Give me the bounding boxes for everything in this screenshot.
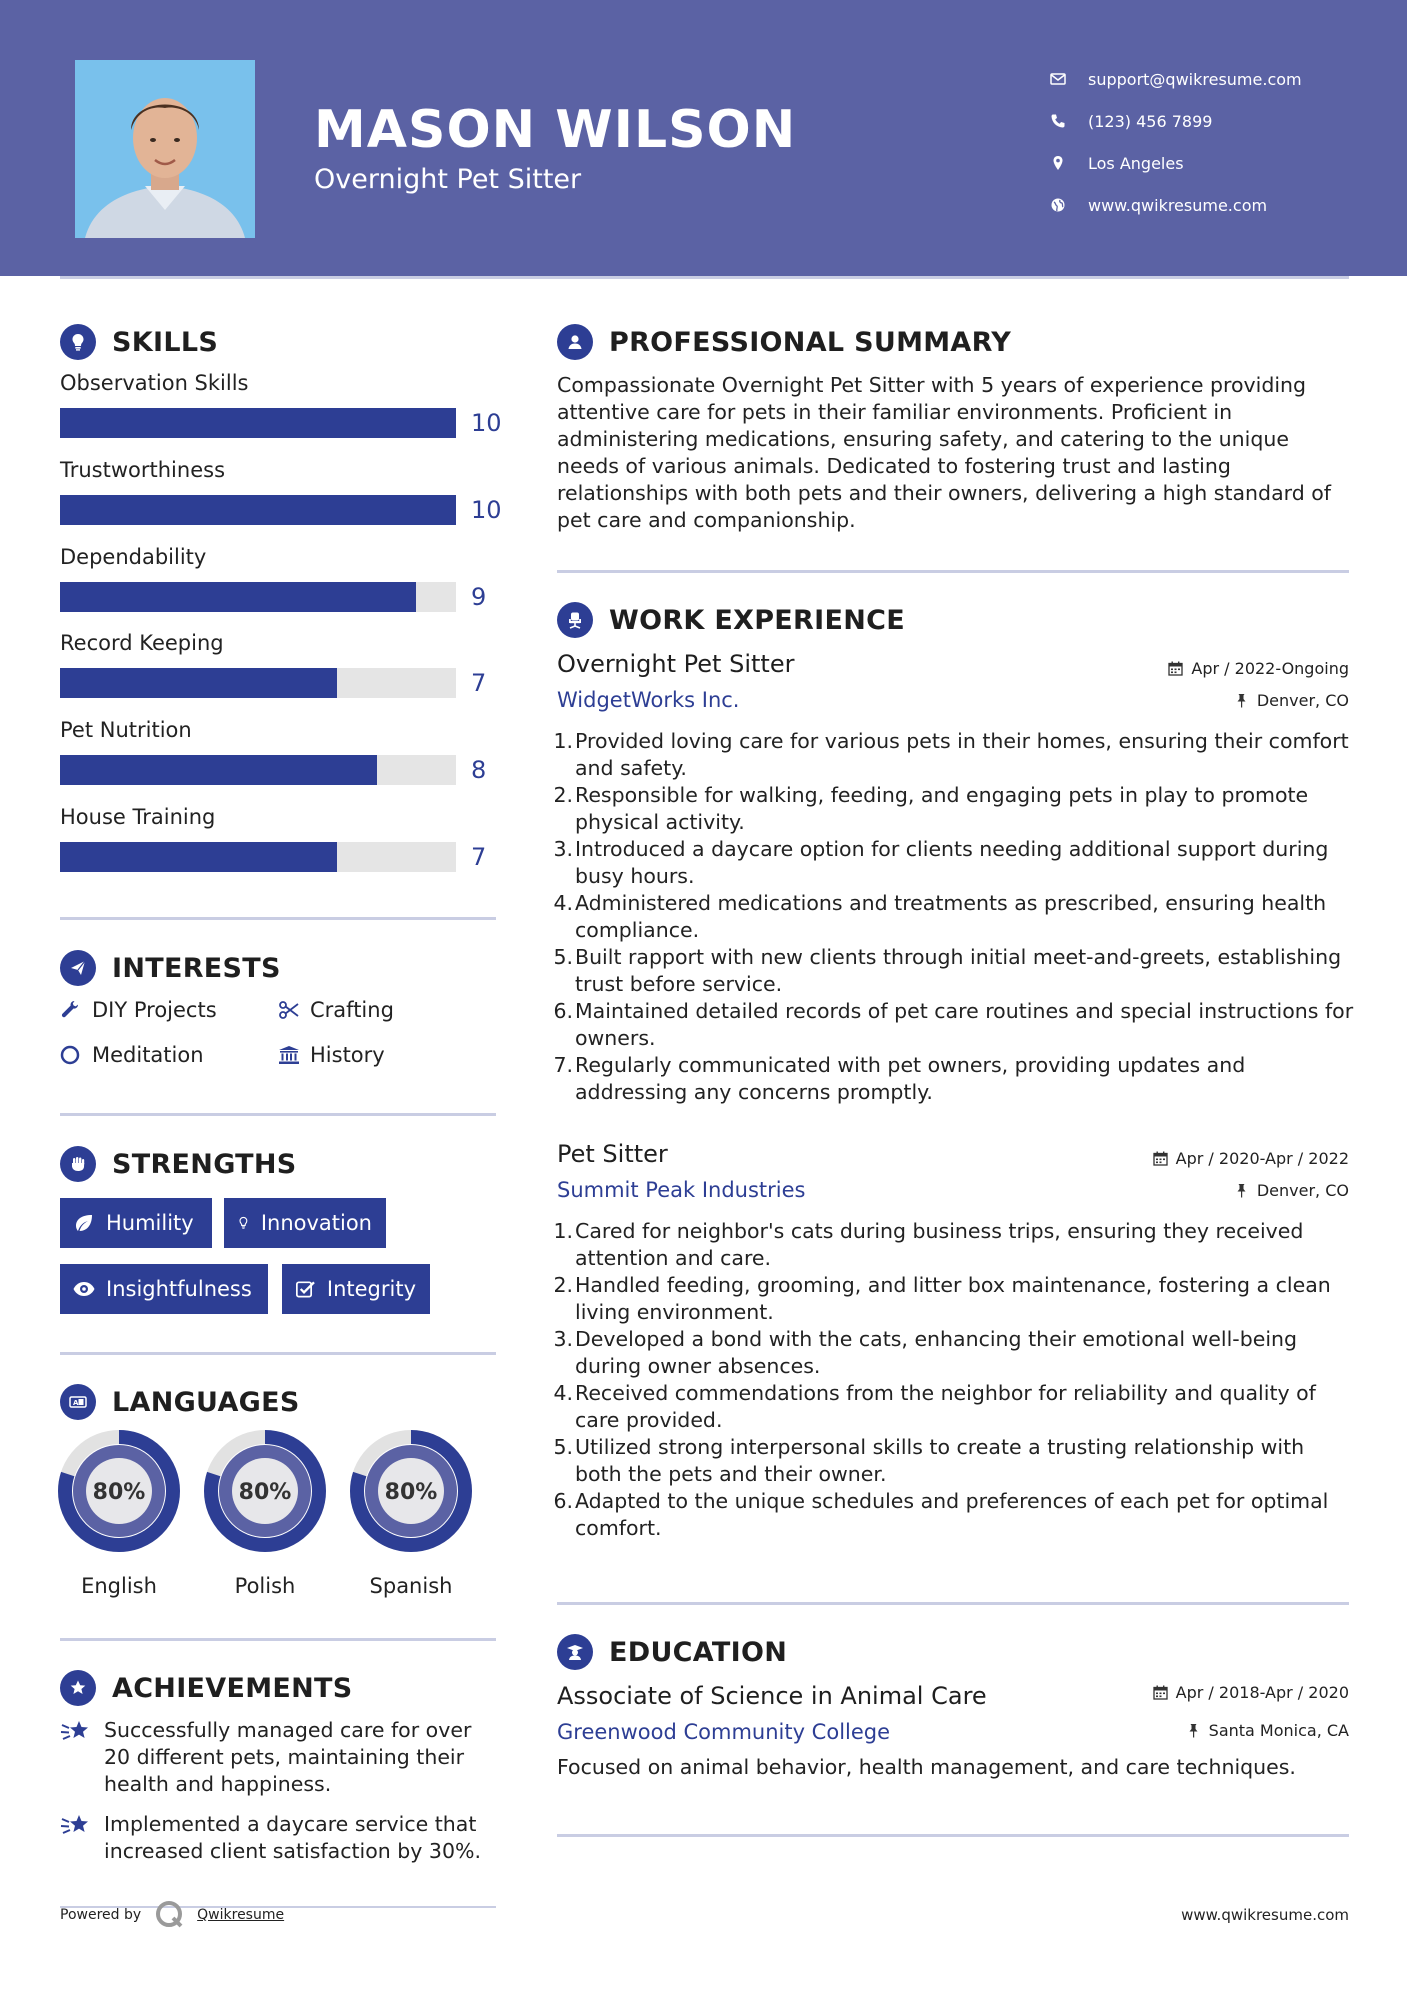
job-dates-text: Apr / 2020-Apr / 2022	[1175, 1149, 1349, 1168]
list-item: 4. Received commendations from the neighbor for reliability and quality of care provided.	[553, 1381, 1316, 1432]
language-icon	[60, 1384, 96, 1420]
interest-label: Crafting	[310, 998, 394, 1022]
globe-icon	[1050, 197, 1066, 213]
achievement-item	[60, 1717, 490, 1798]
paper-plane-icon	[60, 950, 96, 986]
job-location	[1234, 1181, 1349, 1200]
skill-bar-fill	[60, 408, 456, 438]
language-ring	[58, 1430, 180, 1552]
bullet-text: Provided loving care for various pets in their homes, ensuring their comfort and safety.	[575, 729, 1349, 780]
skill-bar	[60, 582, 456, 612]
skills-heading	[60, 324, 218, 360]
list-item: 6. Maintained detailed records of pet care routines and special instructions for owners.	[553, 999, 1354, 1050]
footer-website[interactable]: www.qwikresume.com	[1181, 1906, 1349, 1924]
leaf-icon	[72, 1211, 96, 1235]
experience-heading	[557, 602, 905, 638]
achievement-text: Implemented a daycare service that increased client satisfaction by 30%.	[104, 1812, 481, 1863]
section-divider	[557, 570, 1349, 573]
skill-bar	[60, 668, 456, 698]
powered-by-text: Powered by	[60, 1907, 142, 1923]
summary-heading	[557, 324, 1011, 360]
education-location	[1186, 1721, 1349, 1740]
office-chair-icon	[557, 602, 593, 638]
star-badge-icon	[60, 1670, 96, 1706]
section-divider	[60, 1113, 496, 1116]
job-dates	[1168, 659, 1349, 678]
skill-bar	[60, 755, 456, 785]
education-description: Focused on animal behavior, health management, and care techniques.	[557, 1755, 1296, 1779]
language-name: English	[81, 1574, 157, 1598]
interest-label: DIY Projects	[92, 998, 217, 1022]
museum-icon	[278, 1044, 300, 1066]
language-percent: 80%	[92, 1480, 146, 1505]
education-heading	[557, 1634, 787, 1670]
skill-label: Observation Skills	[60, 371, 249, 395]
skills-heading-text: SKILLS	[112, 326, 219, 358]
skill-label: Record Keeping	[60, 631, 224, 655]
job-dates	[1153, 1149, 1349, 1168]
education-heading-text: EDUCATION	[609, 1636, 788, 1668]
contact-phone[interactable]	[1050, 100, 1370, 142]
summary-text: Compassionate Overnight Pet Sitter with 5 years of experience providing attentive care for pets in their familiar environments. Proficient in administering medications, ensuring safety, and catering to the unique needs of various animals. Dedicated to fostering trust and lasting relationships with both pets and their owners, delivering a high standard of pet care and companionship.	[557, 373, 1331, 532]
contact-location	[1050, 142, 1370, 184]
skill-value: 10	[471, 496, 502, 524]
skill-bar-fill	[60, 755, 377, 785]
user-icon	[557, 324, 593, 360]
list-item: 6. Adapted to the unique schedules and preferences of each pet for optimal comfort.	[553, 1489, 1329, 1540]
skill-label: Pet Nutrition	[60, 718, 192, 742]
strengths-heading-text: STRENGTHS	[112, 1148, 297, 1180]
list-item: 5. Utilized strong interpersonal skills to create a trusting relationship with both the pets and their owner.	[553, 1435, 1305, 1486]
job-bullets	[553, 728, 1357, 1106]
skill-bar-fill	[60, 668, 337, 698]
contact-location-text: Los Angeles	[1088, 153, 1184, 173]
bullet-text: Utilized strong interpersonal skills to create a trusting relationship with both the pets and their owner.	[575, 1435, 1305, 1486]
achievement-text: Successfully managed care for over 20 different pets, maintaining their health and happiness.	[104, 1718, 472, 1796]
candidate-title: Overnight Pet Sitter	[314, 164, 582, 195]
shooting-star-icon	[60, 1811, 92, 1841]
skill-value: 8	[471, 756, 487, 784]
skill-label: Dependability	[60, 545, 207, 569]
lightbulb-icon	[236, 1211, 251, 1235]
calendar-icon	[1168, 661, 1183, 676]
skill-value: 7	[471, 669, 487, 697]
contact-email-text: support@qwikresume.com	[1088, 69, 1302, 89]
job-title: Pet Sitter	[557, 1140, 668, 1168]
section-divider	[60, 1352, 496, 1355]
calendar-icon	[1153, 1685, 1168, 1700]
bullet-text: Built rapport with new clients through initial meet-and-greets, establishing trust before service.	[575, 945, 1342, 996]
bullet-text: Handled feeding, grooming, and litter box maintenance, fostering a clean living environment.	[575, 1273, 1331, 1324]
svg-text:A: A	[73, 1399, 79, 1407]
interests-heading-text: INTERESTS	[112, 952, 281, 984]
strength-badge	[282, 1264, 430, 1314]
interest-item	[278, 998, 394, 1022]
achievements-heading	[60, 1670, 353, 1706]
job-bullets	[553, 1218, 1357, 1542]
bullet-text: Maintained detailed records of pet care routines and special instructions for owners.	[575, 999, 1354, 1050]
language-item	[204, 1430, 326, 1598]
list-item: 1. Provided loving care for various pets in their homes, ensuring their comfort and safety.	[553, 729, 1349, 780]
language-percent: 80%	[384, 1480, 438, 1505]
experience-heading-text: WORK EXPERIENCE	[609, 604, 905, 636]
language-item	[58, 1430, 180, 1598]
list-item: 5. Built rapport with new clients through initial meet-and-greets, establishing trust before service.	[553, 945, 1342, 996]
section-divider	[60, 1638, 496, 1641]
skill-bar	[60, 495, 456, 525]
strengths-heading	[60, 1146, 297, 1182]
achievements-heading-text: ACHIEVEMENTS	[112, 1672, 353, 1704]
skill-value: 10	[471, 409, 502, 437]
contact-website-text: www.qwikresume.com	[1088, 195, 1268, 215]
skill-bar-fill	[60, 842, 337, 872]
circle-icon	[60, 1044, 82, 1066]
skill-value: 9	[471, 583, 487, 611]
education-dates-text: Apr / 2018-Apr / 2020	[1175, 1683, 1349, 1702]
company-name: WidgetWorks Inc.	[557, 688, 740, 712]
degree-title: Associate of Science in Animal Care	[557, 1682, 987, 1710]
interest-item	[278, 1043, 385, 1067]
interests-heading	[60, 950, 281, 986]
languages-heading-text: LANGUAGES	[112, 1386, 300, 1418]
scissors-icon	[278, 999, 300, 1021]
skill-bar-fill	[60, 582, 416, 612]
list-item: 2. Handled feeding, grooming, and litter box maintenance, fostering a clean living environment.	[553, 1273, 1331, 1324]
language-percent: 80%	[238, 1480, 292, 1505]
pushpin-icon	[1234, 693, 1249, 708]
interest-label: History	[310, 1043, 385, 1067]
strength-label: Humility	[106, 1211, 194, 1235]
job-dates-text: Apr / 2022-Ongoing	[1191, 659, 1349, 678]
candidate-name: MASON WILSON	[314, 100, 797, 160]
bullet-text: Introduced a daycare option for clients needing additional support during busy hours.	[575, 837, 1329, 888]
pushpin-icon	[1186, 1723, 1201, 1738]
bullet-text: Adapted to the unique schedules and preferences of each pet for optimal comfort.	[575, 1489, 1329, 1540]
skill-label: House Training	[60, 805, 216, 829]
header-banner	[0, 0, 1407, 276]
graduate-icon	[557, 1634, 593, 1670]
interest-item	[60, 1043, 204, 1067]
strength-label: Insightfulness	[106, 1277, 252, 1301]
strength-label: Integrity	[326, 1277, 416, 1301]
skill-bar	[60, 842, 456, 872]
contact-website[interactable]	[1050, 184, 1370, 226]
job-title: Overnight Pet Sitter	[557, 650, 795, 678]
strength-badge	[60, 1198, 212, 1248]
calendar-icon	[1153, 1151, 1168, 1166]
job-location	[1234, 691, 1349, 710]
bullet-text: Cared for neighbor's cats during business trips, ensuring they received attention and care.	[575, 1219, 1304, 1270]
list-item: 3. Introduced a daycare option for clients needing additional support during busy hours.	[553, 837, 1329, 888]
list-item: 3. Developed a bond with the cats, enhancing their emotional well-being during owner absences.	[553, 1327, 1298, 1378]
language-name: Polish	[234, 1574, 296, 1598]
job-location-text: Denver, CO	[1256, 691, 1349, 710]
education-dates	[1153, 1683, 1349, 1702]
language-name: Spanish	[369, 1574, 453, 1598]
section-divider	[557, 1834, 1349, 1837]
checkbox-icon	[294, 1277, 317, 1301]
list-item: 1. Cared for neighbor's cats during business trips, ensuring they received attention and care.	[553, 1219, 1304, 1270]
lightbulb-icon	[60, 324, 96, 360]
interest-item	[60, 998, 217, 1022]
skill-value: 7	[471, 843, 487, 871]
list-item: 7. Regularly communicated with pet owners, providing updates and addressing any concerns promptly.	[553, 1053, 1246, 1104]
section-divider	[557, 1602, 1349, 1605]
skill-bar	[60, 408, 456, 438]
language-ring	[350, 1430, 472, 1552]
languages-heading	[60, 1384, 300, 1420]
shooting-star-icon	[60, 1717, 92, 1747]
section-divider	[60, 917, 496, 920]
wrench-icon	[60, 999, 82, 1021]
achievement-item	[60, 1811, 490, 1865]
envelope-icon	[1050, 71, 1066, 87]
company-name: Summit Peak Industries	[557, 1178, 806, 1202]
pushpin-icon	[1234, 1183, 1249, 1198]
language-item	[350, 1430, 472, 1598]
brand-link[interactable]: Qwikresume	[197, 1907, 285, 1923]
contact-email[interactable]	[1050, 58, 1370, 100]
bullet-text: Regularly communicated with pet owners, providing updates and addressing any concerns promptly.	[575, 1053, 1246, 1104]
map-pin-icon	[1050, 155, 1066, 171]
contact-list	[1050, 58, 1370, 226]
profile-photo	[75, 60, 255, 238]
list-item: 4. Administered medications and treatments as prescribed, ensuring health compliance.	[553, 891, 1327, 942]
header-divider	[60, 276, 1349, 279]
strength-badge	[224, 1198, 386, 1248]
language-ring	[204, 1430, 326, 1552]
qwikresume-logo-icon	[153, 1898, 187, 1932]
strength-badge	[60, 1264, 268, 1314]
footer-powered-by	[60, 1898, 284, 1932]
school-name: Greenwood Community College	[557, 1720, 891, 1744]
skill-bar-fill	[60, 495, 456, 525]
bullet-text: Responsible for walking, feeding, and engaging pets in play to promote physical activity.	[575, 783, 1309, 834]
interest-label: Meditation	[92, 1043, 204, 1067]
strength-label: Innovation	[260, 1211, 372, 1235]
contact-phone-text: (123) 456 7899	[1088, 111, 1213, 131]
bullet-text: Received commendations from the neighbor for reliability and quality of care provided.	[575, 1381, 1316, 1432]
job-location-text: Denver, CO	[1256, 1181, 1349, 1200]
bullet-text: Administered medications and treatments as prescribed, ensuring health compliance.	[575, 891, 1327, 942]
skill-label: Trustworthiness	[60, 458, 226, 482]
summary-heading-text: PROFESSIONAL SUMMARY	[609, 326, 1012, 358]
bullet-text: Developed a bond with the cats, enhancing their emotional well-being during owner absences.	[575, 1327, 1298, 1378]
education-location-text: Santa Monica, CA	[1208, 1721, 1349, 1740]
list-item: 2. Responsible for walking, feeding, and engaging pets in play to promote physical activity.	[553, 783, 1309, 834]
phone-icon	[1050, 113, 1066, 129]
eye-icon	[72, 1277, 96, 1301]
fist-icon	[60, 1146, 96, 1182]
